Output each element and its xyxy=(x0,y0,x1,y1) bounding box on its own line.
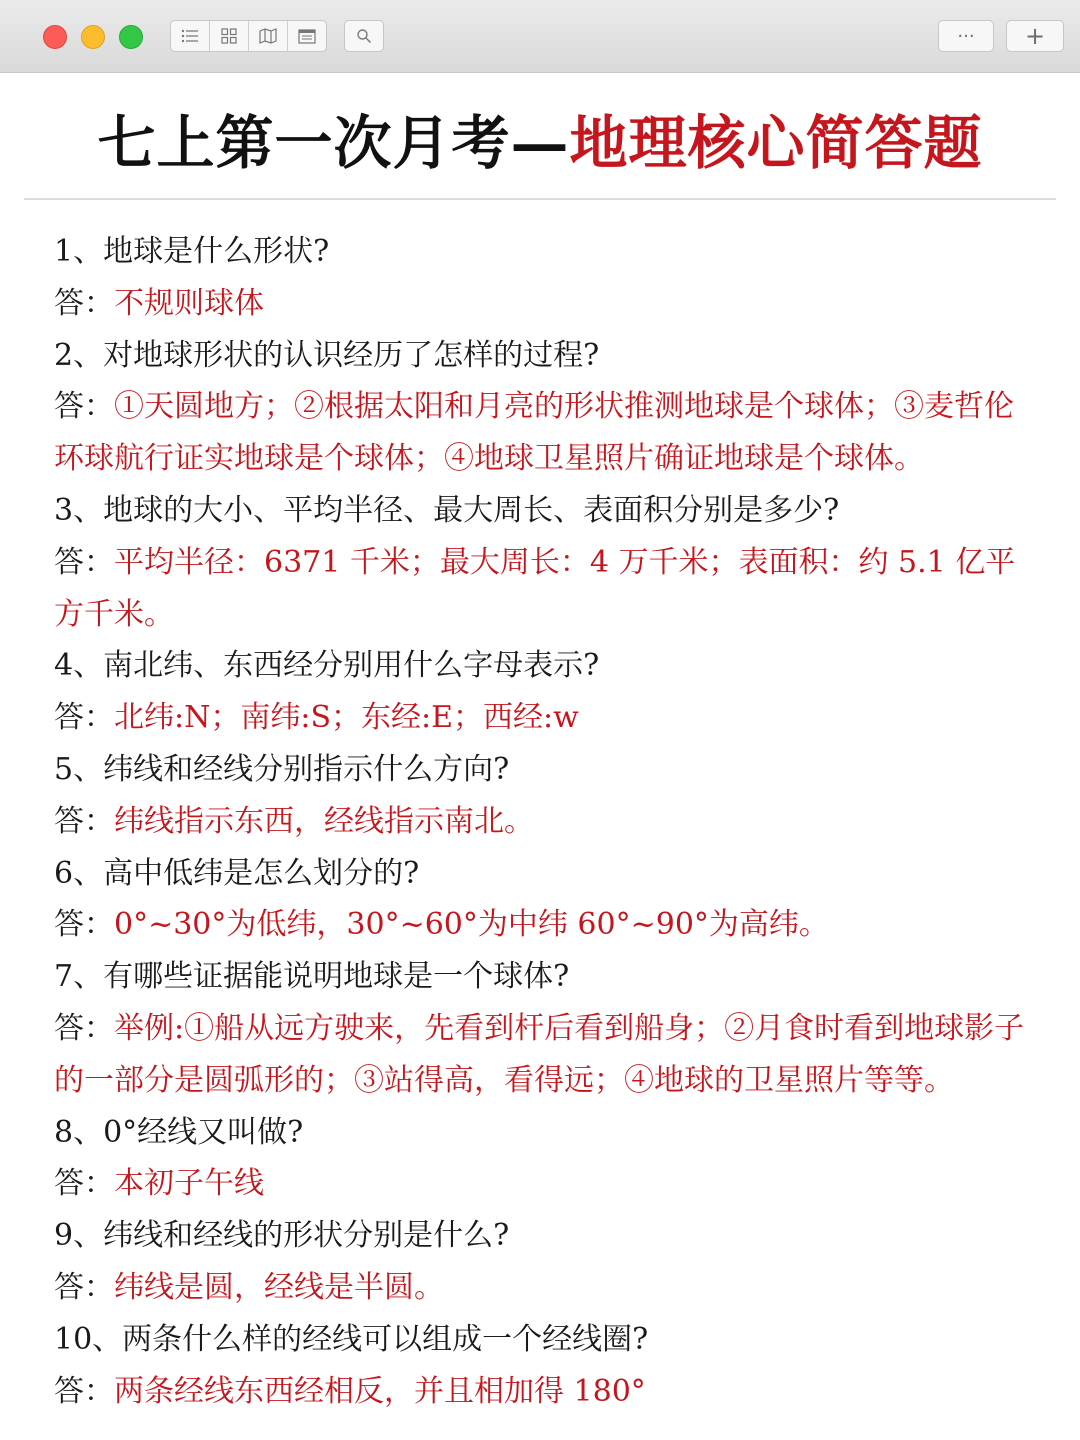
list-icon xyxy=(181,29,199,43)
answer-5 xyxy=(54,796,1034,848)
answer-prefix: 答： xyxy=(54,1269,114,1305)
list-view-button[interactable] xyxy=(171,21,210,51)
answer-prefix: 答： xyxy=(54,803,114,839)
question-10: 10、两条什么样的经线可以组成一个经线圈? xyxy=(54,1321,649,1357)
search-icon xyxy=(356,28,372,44)
answer-3 xyxy=(54,537,1034,641)
question-5: 5、纬线和经线分别指示什么方向? xyxy=(54,751,510,787)
question-6: 6、高中低纬是怎么划分的? xyxy=(54,855,420,891)
grid-icon xyxy=(221,28,237,44)
minimize-window-button[interactable] xyxy=(81,25,105,49)
question-2: 2、对地球形状的认识经历了怎样的过程? xyxy=(54,337,600,373)
more-icon: ··· xyxy=(957,25,975,47)
answer-prefix: 答： xyxy=(54,1010,114,1046)
answer-prefix: 答： xyxy=(54,285,114,321)
answer-8 xyxy=(54,1158,1034,1210)
map-view-button[interactable] xyxy=(249,21,288,51)
answer-prefix: 答： xyxy=(54,1373,114,1409)
calendar-view-button[interactable] xyxy=(288,21,326,51)
answer-text: 0°~30°为低纬，30°~60°为中纬 60°~90°为高纬。 xyxy=(114,907,829,943)
calendar-icon xyxy=(298,28,316,44)
question-1: 1、地球是什么形状? xyxy=(54,234,330,269)
answer-text: 本初子午线 xyxy=(114,1166,264,1202)
answer-6 xyxy=(54,899,1034,951)
title-black-part: 七上第一次月考— xyxy=(97,109,570,177)
question-9: 9、纬线和经线的形状分别是什么? xyxy=(54,1218,510,1254)
answer-4 xyxy=(54,692,1034,744)
answer-text: 两条经线东西经相反，并且相加得 180° xyxy=(114,1373,646,1409)
close-window-button[interactable] xyxy=(43,25,67,49)
answer-2 xyxy=(54,381,1034,485)
question-4: 4、南北纬、东西经分别用什么字母表示? xyxy=(54,648,600,684)
answer-prefix: 答： xyxy=(54,389,114,425)
question-7: 7、有哪些证据能说明地球是一个球体? xyxy=(54,959,570,995)
answer-text: 平均半径：6371 千米；最大周长：4 万千米；表面积：约 5.1 亿平方千米。 xyxy=(54,544,1016,632)
more-button[interactable] xyxy=(938,20,994,52)
zoom-window-button[interactable] xyxy=(119,25,143,49)
answer-prefix: 答： xyxy=(54,907,114,943)
answer-prefix: 答： xyxy=(54,1166,114,1202)
answer-text: 举例:①船从远方驶来，先看到杆后看到船身；②月食时看到地球影子的一部分是圆弧形的；③站得高，看得远；④地球的卫星照片等等。 xyxy=(54,1010,1025,1098)
answer-10 xyxy=(54,1366,1034,1418)
qa-list xyxy=(54,226,1034,1417)
answer-text: 不规则球体 xyxy=(114,285,264,321)
window-titlebar xyxy=(0,0,1080,73)
answer-text: 北纬:N；南纬:S；东经:E；西经:w xyxy=(114,700,579,736)
title-divider xyxy=(24,198,1056,200)
answer-1 xyxy=(54,278,1034,330)
search-button[interactable] xyxy=(344,20,384,52)
map-icon xyxy=(259,28,277,44)
question-8: 8、0°经线又叫做? xyxy=(54,1114,304,1150)
add-button[interactable] xyxy=(1006,20,1064,52)
answer-7 xyxy=(54,1003,1034,1107)
grid-view-button[interactable] xyxy=(210,21,249,51)
answer-prefix: 答： xyxy=(54,544,114,580)
plus-icon: + xyxy=(1024,22,1046,50)
answer-9 xyxy=(54,1262,1034,1314)
answer-text: 纬线是圆，经线是半圆。 xyxy=(114,1269,444,1305)
question-3: 3、地球的大小、平均半径、最大周长、表面积分别是多少? xyxy=(54,492,840,528)
answer-text: ①天圆地方；②根据太阳和月亮的形状推测地球是个球体；③麦哲伦环球航行证实地球是个球体；④地球卫星照片确证地球是个球体。 xyxy=(54,389,1014,477)
answer-text: 纬线指示东西，经线指示南北。 xyxy=(114,803,534,839)
page-title xyxy=(0,96,1080,180)
title-red-part: 地理核心简答题 xyxy=(569,109,983,177)
view-mode-segmented-control xyxy=(170,20,327,52)
answer-prefix: 答： xyxy=(54,700,114,736)
